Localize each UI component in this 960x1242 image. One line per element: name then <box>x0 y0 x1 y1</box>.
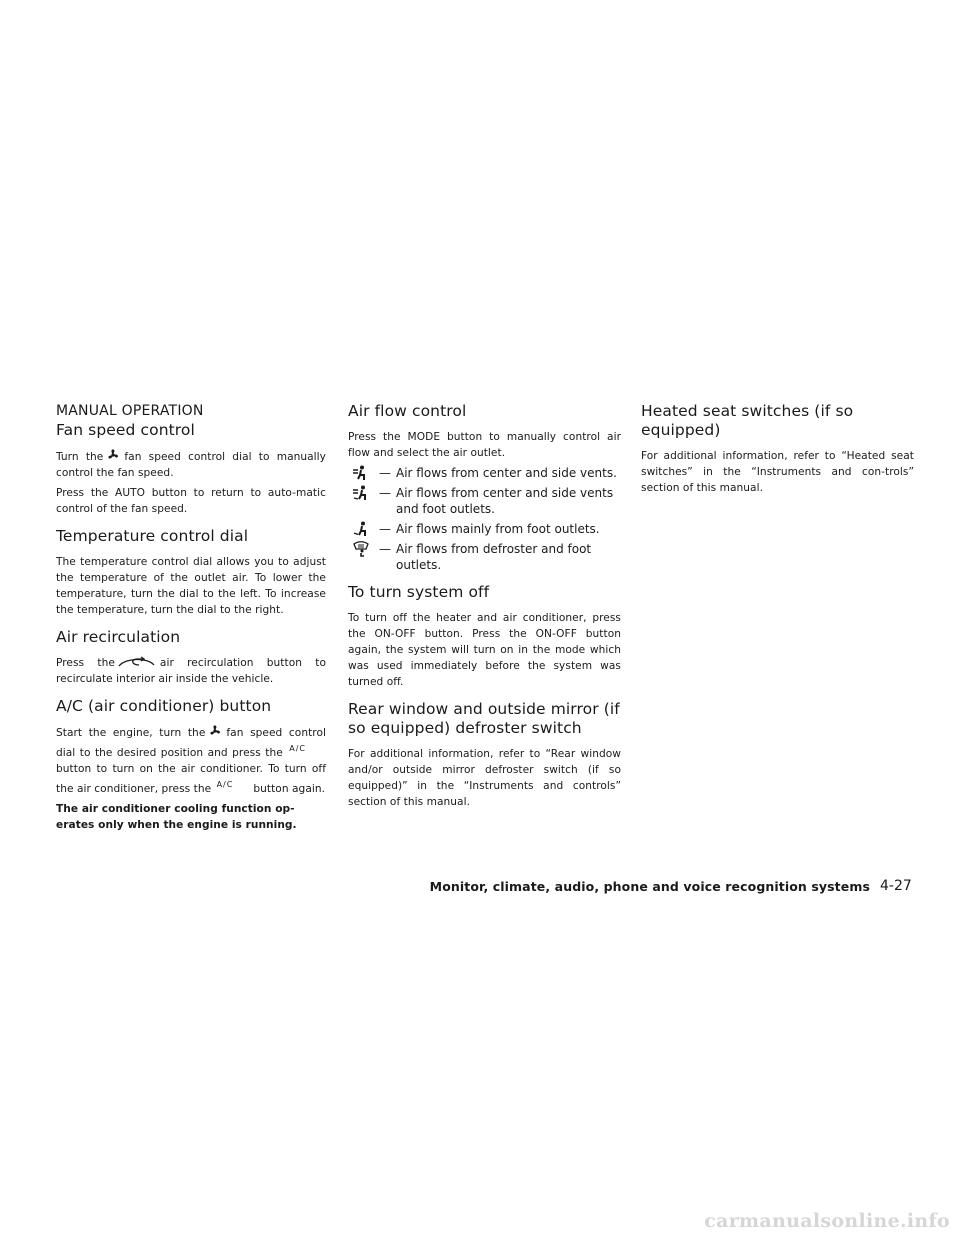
ac-paragraph: Start the engine, turn the fan speed control dial to the desired position and press the A/Cbutton to turn on the air conditioner. To turn off the air conditioner, press the A/C button again. <box>56 724 326 797</box>
page-number: 4-27 <box>880 878 912 894</box>
defroster-paragraph: For additional information, refer to “Rear window and/or outside mirror defroster switch (if so equipped)” in the “Instruments and controls” section of this manual. <box>348 748 621 808</box>
fan-speed-paragraph: Turn the fan speed control dial to manually control the fan speed. <box>56 448 326 481</box>
ac-warning-note: The air conditioner cooling function op-erates only when the engine is running. <box>56 803 297 831</box>
mode-description: Air flows from center and side vents. <box>396 466 617 480</box>
vent-mode-icon <box>348 465 374 481</box>
mode-item: — Air flows from defroster and foot outlets. <box>348 541 621 573</box>
fan-icon <box>207 724 223 739</box>
heated-seat-heading: Heated seat switches (if so equipped) <box>641 402 854 439</box>
recirculation-paragraph: Press the air recirculation button to recirculate interior air inside the vehicle. <box>56 657 326 685</box>
recirculation-icon <box>117 655 157 669</box>
column-right <box>641 402 914 500</box>
airflow-heading: Air flow control <box>348 402 467 420</box>
mode-description: Air flows mainly from foot outlets. <box>396 522 600 536</box>
mode-item: — Air flows from center and side vents. <box>348 465 621 481</box>
fan-speed-heading: Fan speed control <box>56 421 195 439</box>
airflow-paragraph: Press the MODE button to manually control air flow and select the air outlet. <box>348 431 621 459</box>
defroster-heading: Rear window and outside mirror (if so equipped) defroster switch <box>348 700 620 737</box>
chapter-title: Monitor, climate, audio, phone and voice recognition systems <box>429 879 870 894</box>
auto-paragraph: Press the AUTO button to return to auto-matic control of the fan speed. <box>56 487 326 515</box>
foot-mode-icon <box>348 521 374 537</box>
bilevel-mode-icon <box>348 485 374 501</box>
column-middle <box>348 402 621 814</box>
column-left <box>56 402 326 837</box>
recirculation-heading: Air recirculation <box>56 628 181 646</box>
temperature-paragraph: The temperature control dial allows you to adjust the temperature of the outlet air. To lower the temperature, turn the dial to the left. To increase the temperature, turn the dial to the right. <box>56 556 326 616</box>
mode-description: Air flows from center and side vents and foot outlets. <box>396 486 614 516</box>
ac-symbol-icon: A/C <box>289 744 306 753</box>
temperature-heading: Temperature control dial <box>56 527 249 545</box>
watermark: carmanualsonline.info <box>704 1210 950 1232</box>
section-title: MANUAL OPERATION <box>56 403 204 419</box>
mode-item: — Air flows mainly from foot outlets. <box>348 521 621 537</box>
mode-description: Air flows from defroster and foot outlets. <box>396 542 592 572</box>
defrost-foot-mode-icon <box>348 541 374 557</box>
mode-item: — Air flows from center and side vents and foot outlets. <box>348 485 621 517</box>
ac-heading: A/C (air conditioner) button <box>56 697 272 715</box>
heated-seat-paragraph: For additional information, refer to “Heated seat switches” in the “Instruments and con-trols” section of this manual. <box>641 450 914 494</box>
turn-off-paragraph: To turn off the heater and air conditioner, press the ON-OFF button. Press the ON-OFF button again, the system will turn on in the mode which was used immediately before the system was turned off. <box>348 612 621 688</box>
page-footer <box>0 878 960 898</box>
turn-off-heading: To turn system off <box>348 583 490 601</box>
fan-icon <box>105 448 121 463</box>
ac-symbol-icon: A/C <box>216 780 234 789</box>
